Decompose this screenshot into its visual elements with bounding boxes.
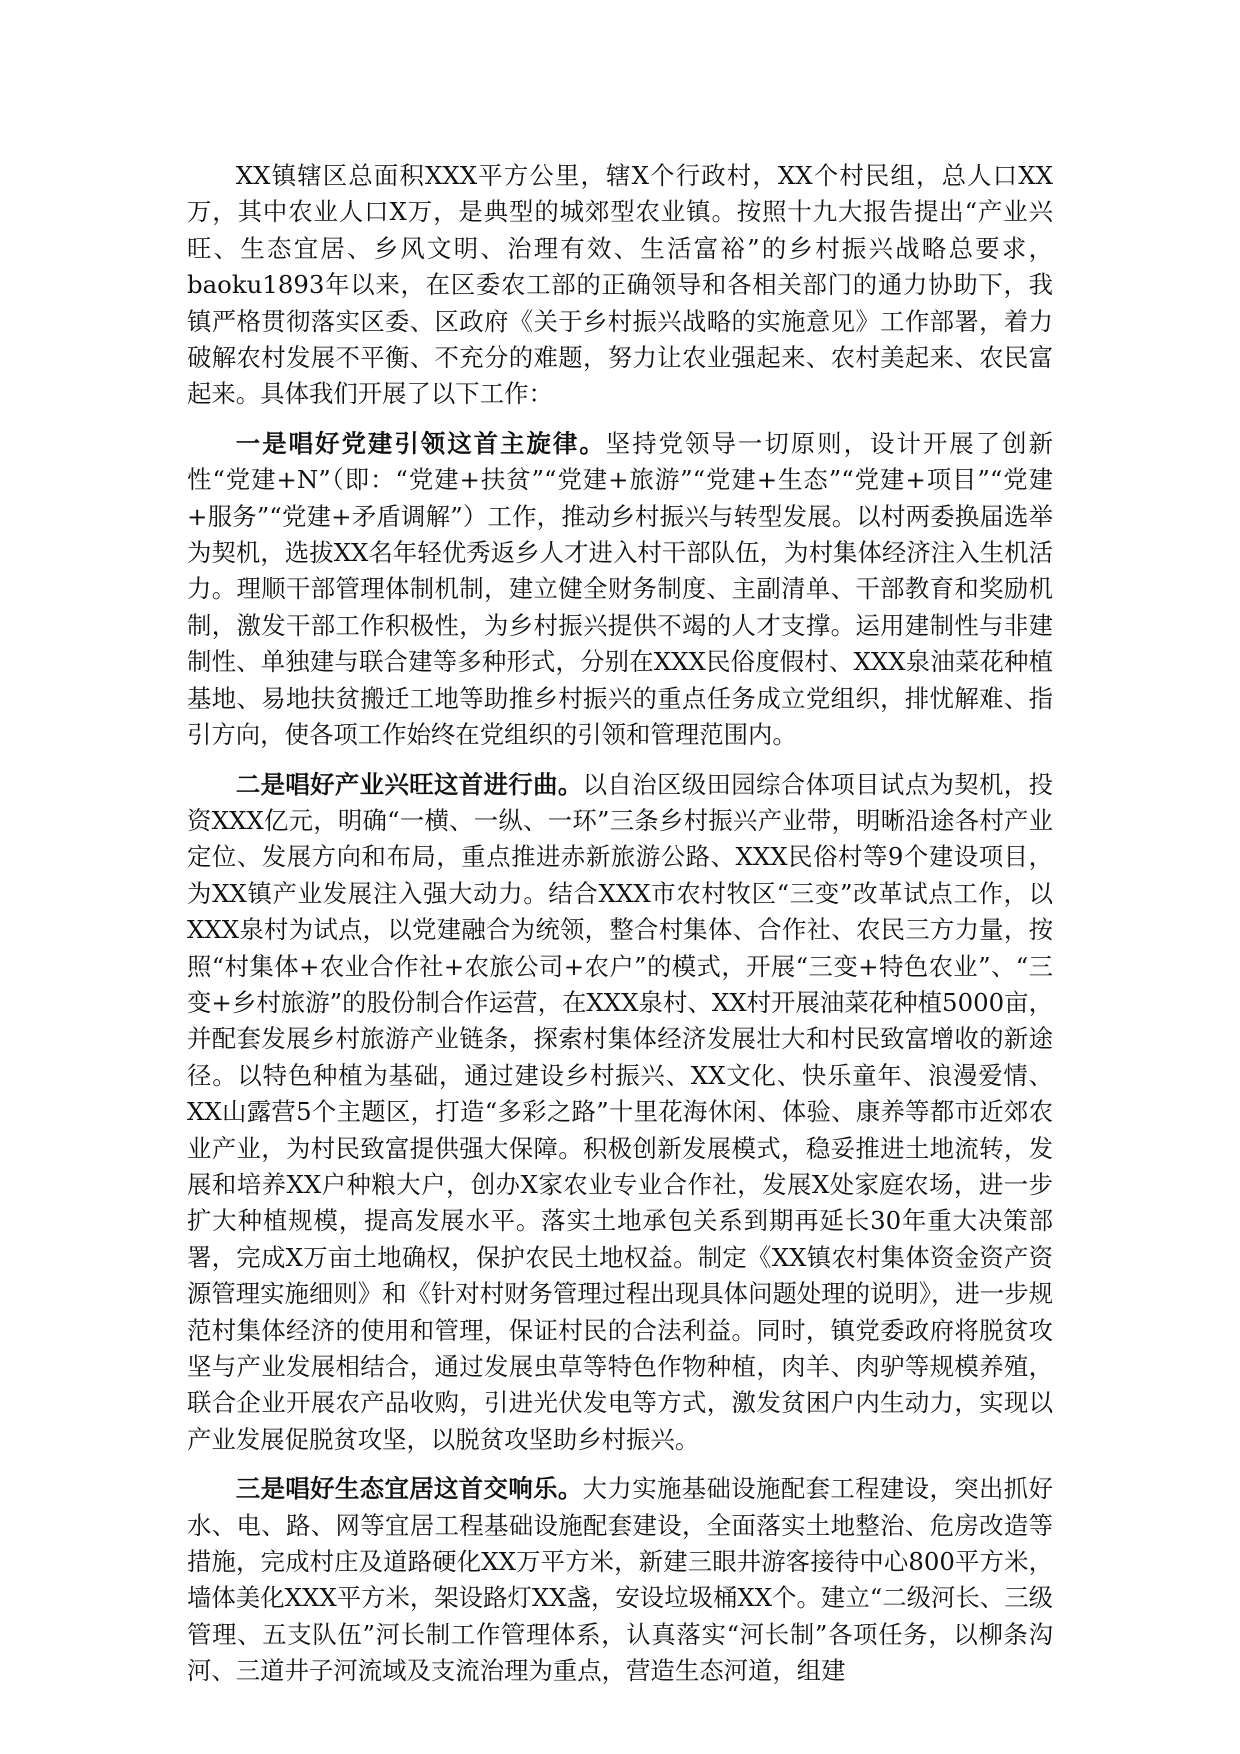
paragraph-lead: 一是唱好党建引领这首主旋律。 <box>235 428 606 458</box>
intro-paragraph <box>187 158 1053 413</box>
ecology-paragraph <box>187 1471 1053 1689</box>
paragraph-text: 坚持党领导一切原则，设计开展了创新性“党建+N”（即：“党建+扶贫”“党建+旅游”“党建+生态”“党建+项目”“党建+服务”“党建+矛盾调解”）工作，推动乡村振兴与转型发展。以村两委换届选举为契机，选拔XX名年轻优秀返乡人才进入村干部队伍，为村集体经济注入生机活力。理顺干部管理体制机制，建立健全财务制度、主副清单、干部教育和奖励机制，激发干部工作积极性，为乡村振兴提供不竭的人才支撑。运用建制性与非建制性、单独建与联合建等多种形式，分别在XXX民俗度假村、XXX泉油菜花种植基地、易地扶贫搬迁工地等助推乡村振兴的重点任务成立党组织，排忧解难、指引方向，使各项工作始终在党组织的引领和管理范围内。 <box>187 428 1053 750</box>
paragraph-text: 以自治区级田园综合体项目试点为契机，投资XXX亿元，明确“一横、一纵、一环”三条乡村振兴产业带，明晰沿途各村产业定位、发展方向和布局，重点推进赤新旅游公路、XXX民俗村等9个建设项目，为XX镇产业发展注入强大动力。结合XXX市农村牧区“三变”改革试点工作，以XXX泉村为试点，以党建融合为统领，整合村集体、合作社、农民三方力量，按照“村集体+农业合作社+农旅公司+农户”的模式，开展“三变+特色农业”、“三变+乡村旅游”的股份制合作运营，在XXX泉村、XX村开展油菜花种植5000亩，并配套发展乡村旅游产业链条，探索村集体经济发展壮大和村民致富增收的新途径。以特色种植为基础，通过建设乡村振兴、XX文化、快乐童年、浪漫爱情、XX山露营5个主题区，打造“多彩之路”十里花海休闲、体验、康养等都市近郊农业产业，为村民致富提供强大保障。积极创新发展模式，稳妥推进土地流转，发展和培养XX户种粮大户，创办X家农业专业合作社，发展X处家庭农场，进一步扩大种植规模，提高发展水平。落实土地承包关系到期再延长30年重大决策部署，完成X万亩土地确权，保护农民土地权益。制定《XX镇农村集体资金资产资源管理实施细则》和《针对村财务管理过程出现具体问题处理的说明》，进一步规范村集体经济的使用和管理，保证村民的合法利益。同时，镇党委政府将脱贫攻坚与产业发展相结合，通过发展虫草等特色作物种植，肉羊、肉驴等规模养殖，联合企业开展农产品收购，引进光伏发电等方式，激发贫困户内生动力，实现以产业发展促脱贫攻坚，以脱贫攻坚助乡村振兴。 <box>187 769 1053 1454</box>
paragraph-text: 大力实施基础设施配套工程建设，突出抓好水、电、路、网等宜居工程基础设施配套建设，全面落实土地整治、危房改造等措施，完成村庄及道路硬化XX万平方米，新建三眼井游客接待中心800平方米，墙体美化XXX平方米，架设路灯XX盏，安设垃圾桶XX个。建立“二级河长、三级管理、五支队伍”河长制工作管理体系，认真落实“河长制”各项任务，以柳条沟河、三道井子河流域及支流治理为重点，营造生态河道，组建 <box>187 1474 1053 1686</box>
paragraph-lead: 三是唱好生态宜居这首交响乐。 <box>235 1474 583 1504</box>
paragraph-lead: 二是唱好产业兴旺这首进行曲。 <box>235 769 583 799</box>
document-page <box>187 158 1053 1703</box>
party-building-paragraph <box>187 426 1053 754</box>
industry-paragraph <box>187 767 1053 1459</box>
paragraph-text: XX镇辖区总面积XXX平方公里，辖X个行政村，XX个村民组，总人口XX万，其中农业人口X万，是典型的城郊型农业镇。按照十九大报告提出“产业兴旺、生态宜居、乡风文明、治理有效、生活富裕”的乡村振兴战略总要求，baoku1893年以来，在区委农工部的正确领导和各相关部门的通力协助下，我镇严格贯彻落实区委、区政府《关于乡村振兴战略的实施意见》工作部署，着力破解农村发展不平衡、不充分的难题，努力让农业强起来、农村美起来、农民富起来。具体我们开展了以下工作： <box>187 161 1053 409</box>
